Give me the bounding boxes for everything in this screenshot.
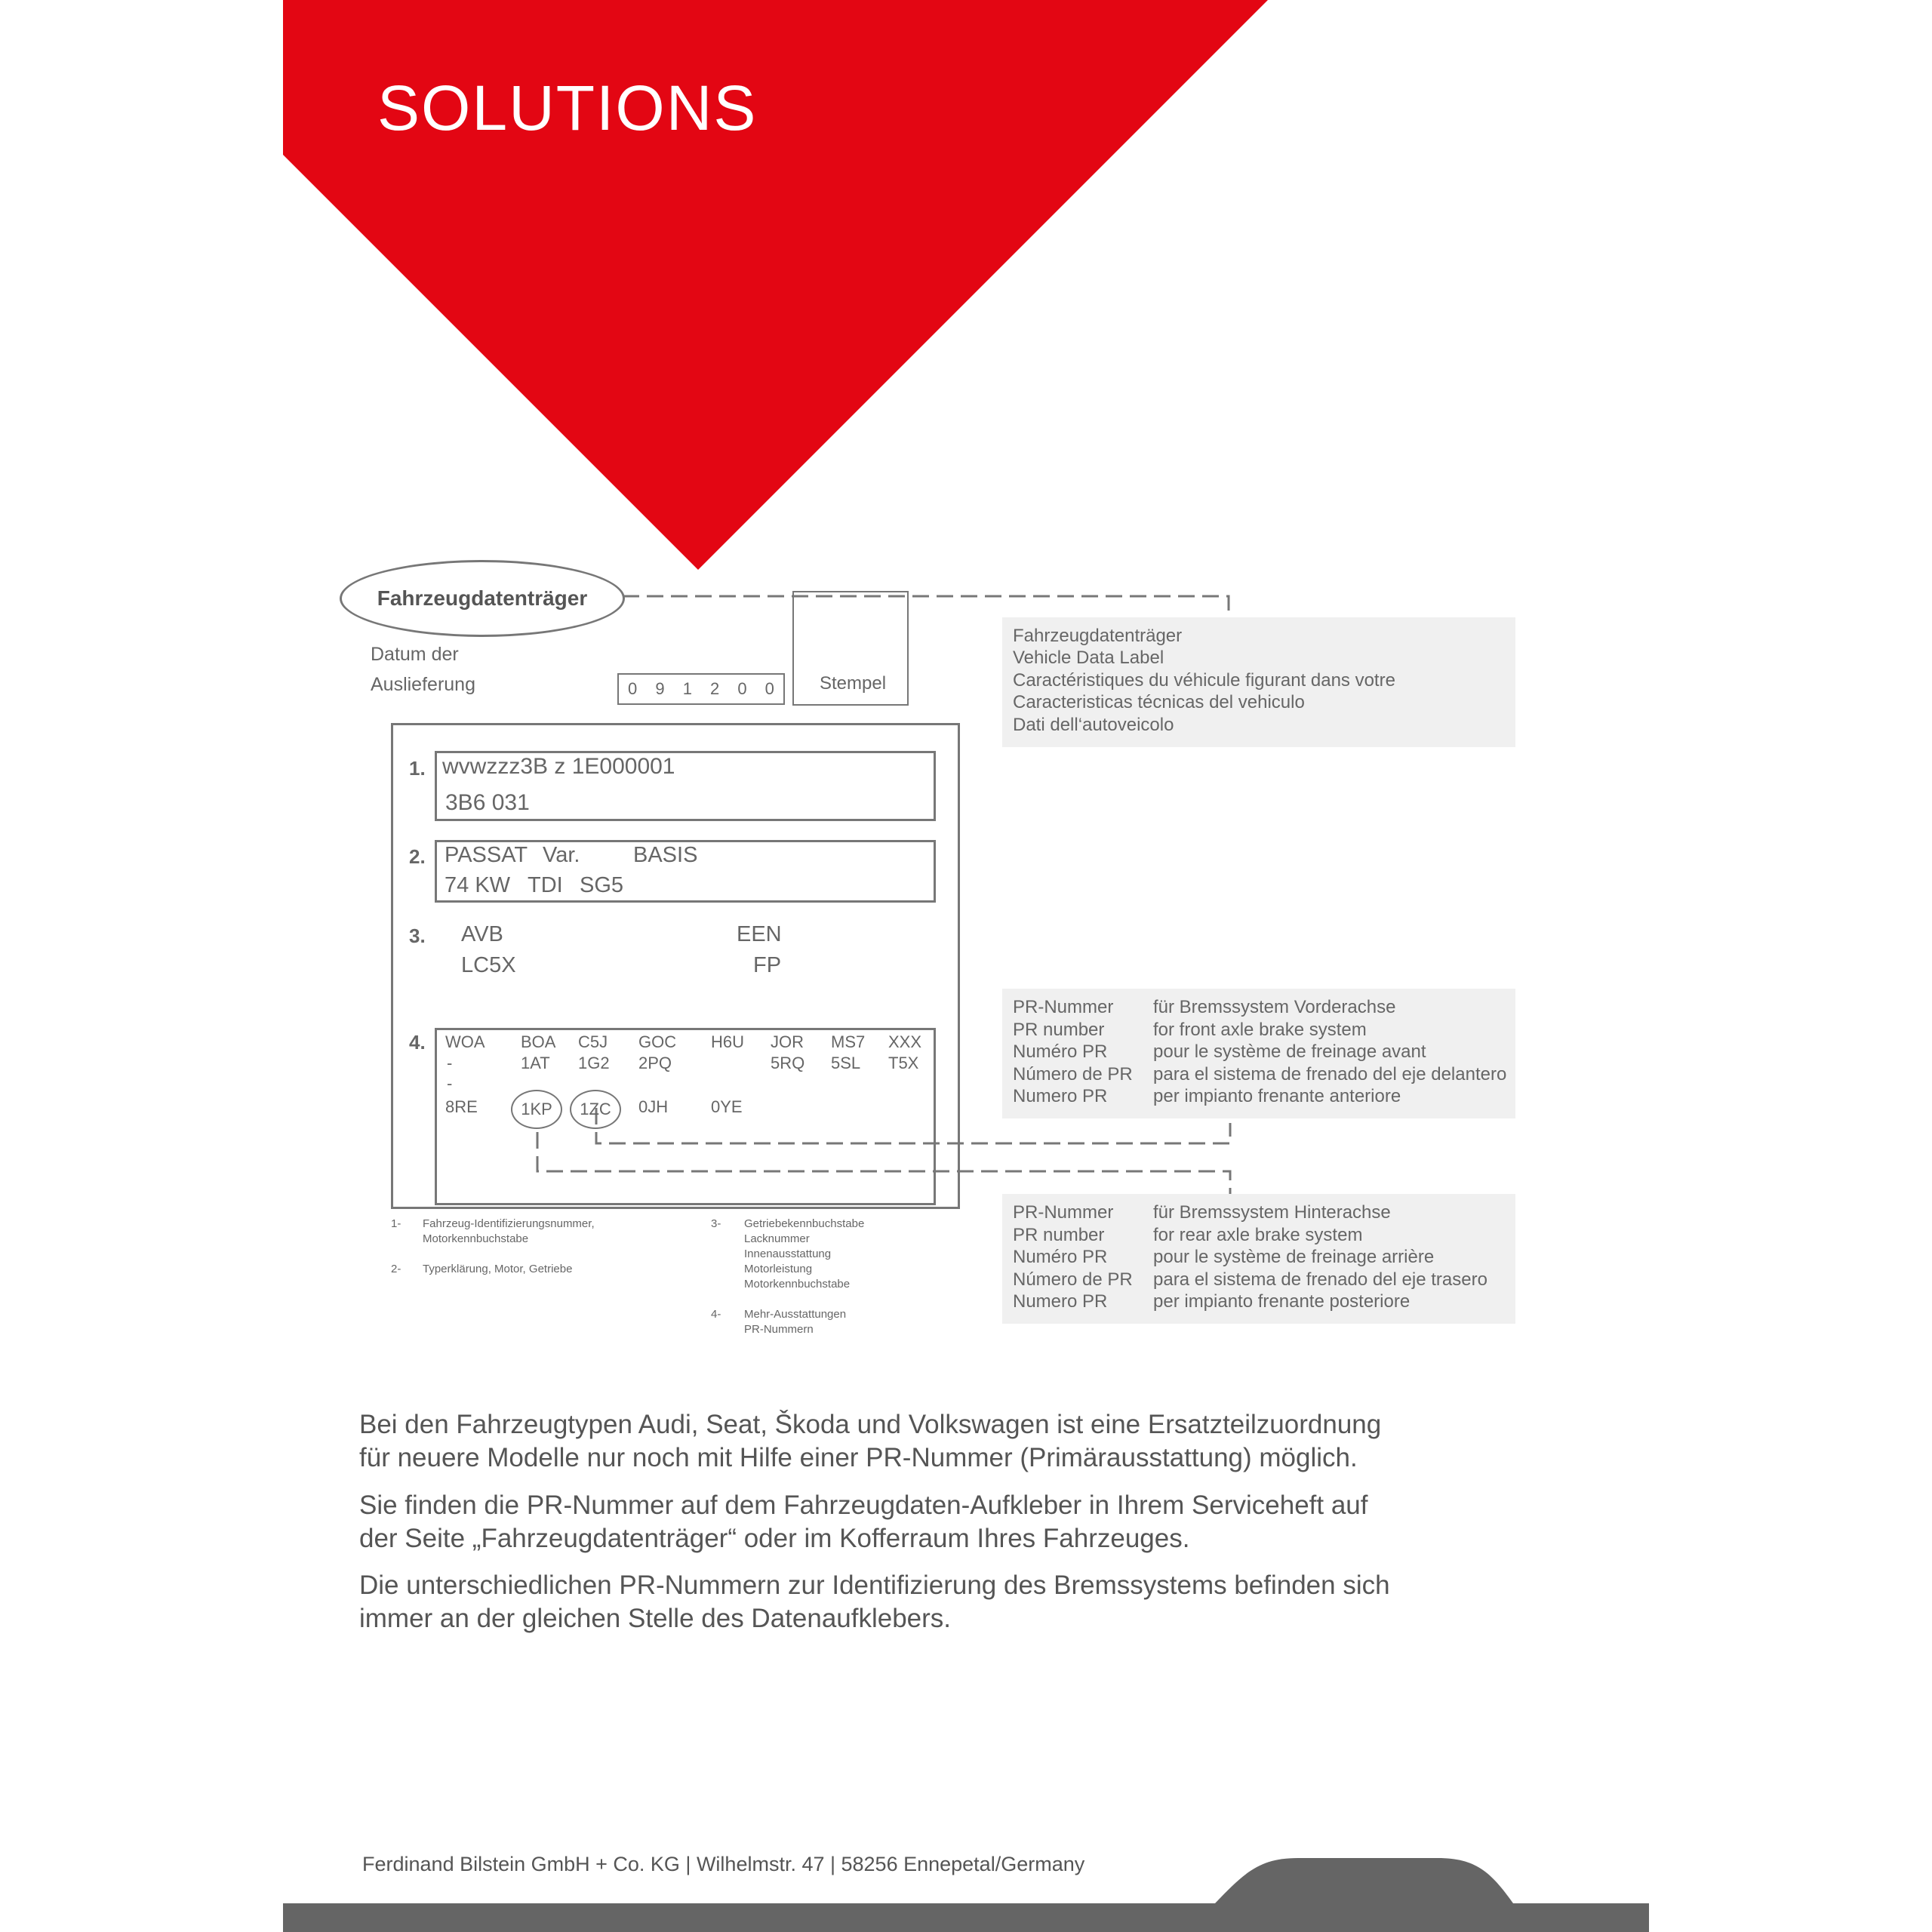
- legend-text: Motorkennbuchstabe: [423, 1232, 529, 1245]
- stamp-label: Stempel: [820, 673, 887, 694]
- date-digit: 0: [737, 679, 747, 698]
- body-paragraph-1: [359, 1408, 1461, 1475]
- pr-code: 2PQ: [638, 1054, 672, 1072]
- vin-text: wvwzzz3B z 1E000001: [442, 754, 675, 779]
- page-title: SOLUTIONS: [377, 72, 758, 143]
- pr-code: GOC: [638, 1032, 677, 1051]
- body-line: der Seite „Fahrzeugdatenträger“ oder im Kofferraum Ihres Fahrzeuges.: [359, 1524, 1190, 1553]
- power-text: 74 KW: [445, 873, 511, 897]
- info-line: Número de PR: [1013, 1269, 1133, 1290]
- body-line: Die unterschiedlichen PR-Nummern zur Identifizierung des Bremssystems befinden sich: [359, 1571, 1390, 1600]
- pr-code: 0YE: [711, 1097, 743, 1116]
- body-paragraph-3: [359, 1569, 1461, 1635]
- info-line: Numéro PR: [1013, 1041, 1108, 1062]
- pr-code: 5SL: [831, 1054, 861, 1072]
- pr-code: 5RQ: [771, 1054, 805, 1072]
- gearbox-text: SG5: [580, 873, 624, 897]
- row4-box: [435, 1028, 936, 1205]
- pr-code: -: [447, 1054, 453, 1072]
- date-digit: 0: [764, 679, 774, 698]
- legend-text: Getriebekennbuchstabe: [744, 1217, 865, 1230]
- model-text: PASSAT: [445, 843, 528, 867]
- pr-code: 8RE: [445, 1097, 478, 1116]
- row-number: 1.: [409, 757, 426, 780]
- info-line: Numero PR: [1013, 1086, 1108, 1106]
- pr-code: 0JH: [638, 1097, 669, 1116]
- legend-text: Motorleistung: [744, 1263, 813, 1275]
- legend-number: 3-: [711, 1217, 721, 1230]
- info-line: Dati dell‘autoveicolo: [1013, 715, 1174, 735]
- pr-code: XXX: [888, 1032, 922, 1051]
- legend-text: PR-Nummern: [744, 1323, 814, 1336]
- body-line: für neuere Modelle nur noch mit Hilfe einer PR-Nummer (Primärausstattung) möglich.: [359, 1443, 1358, 1472]
- legend-text: Mehr-Ausstattungen: [744, 1308, 847, 1321]
- variant-text: Var.: [543, 843, 580, 867]
- info-line: für Bremssystem Vorderachse: [1153, 997, 1396, 1017]
- info-line: Numero PR: [1013, 1291, 1108, 1312]
- legend-text: Innenausstattung: [744, 1247, 832, 1260]
- info-line: für Bremssystem Hinterachse: [1153, 1202, 1391, 1223]
- legend-text: Lacknummer: [744, 1232, 810, 1245]
- info-line: PR number: [1013, 1020, 1105, 1040]
- row3-code: AVB: [461, 922, 503, 946]
- row3-code: LC5X: [461, 953, 516, 977]
- date-label-line1: Datum der: [371, 644, 459, 665]
- pr-code: MS7: [831, 1032, 866, 1051]
- info-line: for rear axle brake system: [1153, 1225, 1363, 1245]
- info-line: para el sistema de frenado del eje trasero: [1153, 1269, 1487, 1290]
- pr-code: 1AT: [521, 1054, 550, 1072]
- pr-code: H6U: [711, 1032, 745, 1051]
- info-line: Numéro PR: [1013, 1247, 1108, 1267]
- info-line: Caracteristicas técnicas del vehiculo: [1013, 692, 1305, 712]
- footer-bar: [283, 1903, 1649, 1932]
- date-digit: 0: [628, 679, 638, 698]
- legend-text: Motorkennbuchstabe: [744, 1278, 851, 1291]
- pr-code: 1G2: [578, 1054, 610, 1072]
- connector-label: [623, 596, 1229, 615]
- legend-number: 2-: [391, 1263, 401, 1275]
- info-line: PR number: [1013, 1225, 1105, 1245]
- info-line: pour le système de freinage avant: [1153, 1041, 1426, 1062]
- info-line: for front axle brake system: [1153, 1020, 1367, 1040]
- front-brake-pr-circle: 1KP: [511, 1090, 562, 1129]
- vehicle-data-label-oval: Fahrzeugdatenträger: [340, 560, 625, 637]
- info-line: Fahrzeugdatenträger: [1013, 626, 1183, 646]
- row-number: 3.: [409, 924, 426, 947]
- info-line: per impianto frenante anteriore: [1153, 1086, 1401, 1106]
- date-digit: 2: [710, 679, 720, 698]
- pr-code: C5J: [578, 1032, 608, 1051]
- date-digit: 1: [682, 679, 692, 698]
- row-number: 4.: [409, 1031, 426, 1054]
- row3-code: FP: [753, 953, 782, 977]
- date-digit: 9: [655, 679, 665, 698]
- legend-text: Typerklärung, Motor, Getriebe: [423, 1263, 573, 1275]
- pr-code: WOA: [445, 1032, 485, 1051]
- info-line: Número de PR: [1013, 1064, 1133, 1084]
- footer-tab: [1215, 1858, 1513, 1903]
- pr-code: BOA: [521, 1032, 556, 1051]
- legend-text: Fahrzeug-Identifizierungsnummer,: [423, 1217, 595, 1230]
- body-paragraph-2: [359, 1489, 1461, 1555]
- info-line: para el sistema de frenado del eje delantero: [1153, 1064, 1507, 1084]
- row-number: 2.: [409, 845, 426, 868]
- trim-text: BASIS: [633, 843, 698, 867]
- engine-code-text: 3B6 031: [445, 790, 530, 815]
- legend-number: 4-: [711, 1308, 721, 1321]
- info-line: Vehicle Data Label: [1013, 648, 1164, 668]
- info-line: PR-Nummer: [1013, 997, 1114, 1017]
- engine-type-text: TDI: [528, 873, 563, 897]
- delivery-date-box: [617, 673, 785, 705]
- info-line: pour le système de freinage arrière: [1153, 1247, 1435, 1267]
- date-label-line2: Auslieferung: [371, 674, 475, 695]
- body-line: immer an der gleichen Stelle des Datenaufklebers.: [359, 1604, 952, 1633]
- body-line: Bei den Fahrzeugtypen Audi, Seat, Škoda und Volkswagen ist eine Ersatzteilzuordnung: [359, 1410, 1382, 1439]
- pr-dash: -: [447, 1074, 453, 1093]
- body-line: Sie finden die PR-Nummer auf dem Fahrzeugdaten-Aufkleber in Ihrem Serviceheft auf: [359, 1491, 1368, 1520]
- info-line: PR-Nummer: [1013, 1202, 1114, 1223]
- rear-brake-pr-circle: 1ZC: [570, 1090, 621, 1129]
- legend-number: 1-: [391, 1217, 401, 1230]
- pr-code: T5X: [888, 1054, 919, 1072]
- row3-code: EEN: [737, 922, 782, 946]
- footer-address: Ferdinand Bilstein GmbH + Co. KG | Wilhelmstr. 47 | 58256 Ennepetal/Germany: [362, 1853, 1085, 1875]
- info-line: per impianto frenante posteriore: [1153, 1291, 1411, 1312]
- info-line: Caractéristiques du véhicule figurant dans votre: [1013, 670, 1395, 691]
- pr-code: JOR: [771, 1032, 804, 1051]
